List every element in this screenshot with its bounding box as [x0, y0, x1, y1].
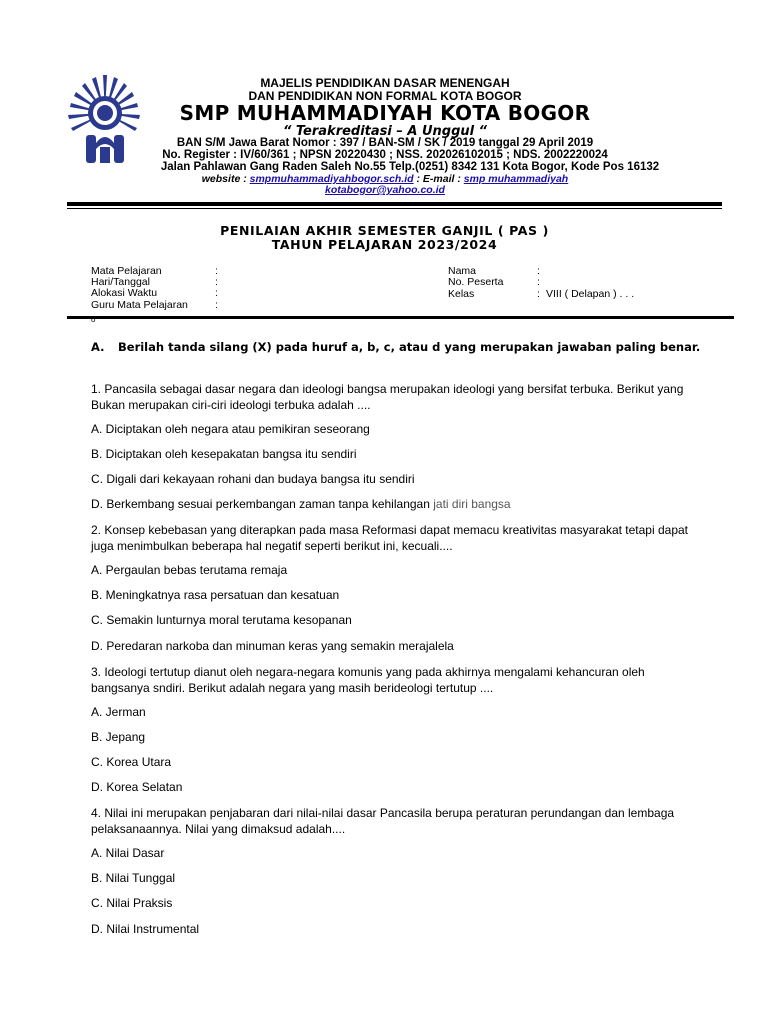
q2-option-c: C. Semakin lunturnya moral terutama kesopanan — [91, 613, 352, 627]
info-sep: : — [215, 287, 218, 299]
email-label: : E-mail : — [413, 173, 464, 185]
question-4: 4. Nilai ini merupakan penjabaran dari nilai-nilai dasar Pancasila berupa peraturan perundangan dan lembaga pelaksanaannya. Nilai yang dimaksud adalah.... — [91, 806, 675, 836]
exam-title: PENILAIAN AKHIR SEMESTER GANJIL ( PAS ) — [220, 223, 549, 238]
q4-option-b: B. Nilai Tunggal — [91, 871, 176, 885]
q4-option-a: A. Nilai Dasar — [91, 846, 165, 860]
info-sep: : — [215, 265, 218, 277]
info-sep: : — [215, 299, 218, 311]
accreditation: “ Terakreditasi – A Unggul “ — [282, 124, 488, 139]
email-link-part1[interactable]: smp muhammadiyah — [463, 173, 569, 185]
info-value-class: VIII ( Delapan ) . . . — [546, 288, 635, 300]
question-2: 2. Konsep kebebasan yang diterapkan pada masa Reformasi dapat memacu kreativitas masyarakat tetapi dapat juga menimbulkan beberapa hal negatif seperti berikut ini, kecuali.... — [91, 523, 689, 553]
q1-option-d-wrap — [91, 497, 511, 511]
info-label-name: Nama — [448, 265, 477, 277]
instruction-text: Berilah tanda silang (X) pada huruf a, b, c, atau d yang merupakan jawaban paling benar. — [118, 340, 701, 354]
info-sep: : — [537, 288, 540, 300]
q1-option-b: B. Diciptakan oleh kesepakatan bangsa itu sendiri — [91, 447, 357, 461]
school-logo — [66, 73, 144, 169]
info-rule — [67, 316, 734, 319]
instruction — [91, 340, 700, 354]
header-line-1: MAJELIS PENDIDIKAN DASAR MENENGAH — [260, 76, 510, 90]
exam-year: TAHUN PELAJARAN 2023/2024 — [271, 237, 498, 252]
school-name: SMP MUHAMMADIYAH KOTA BOGOR — [179, 101, 591, 125]
q1-option-a: A. Diciptakan oleh negara atau pemikiran seseorang — [91, 422, 370, 436]
register-info: No. Register : IV/60/361 ; NPSN 20220430 ; NSS. 202026102015 ; NDS. 2002220024 — [162, 149, 608, 161]
q4-option-c: C. Nilai Praksis — [91, 896, 173, 910]
q2-option-b: B. Meningkatnya rasa persatuan dan kesatuan — [91, 588, 340, 602]
header-line-2: DAN PENDIDIKAN NON FORMAL KOTA BOGOR — [248, 89, 522, 103]
info-label-duration: Alokasi Waktu — [91, 287, 158, 299]
q4-option-d: D. Nilai Instrumental — [91, 922, 200, 936]
info-sep: : — [215, 276, 218, 288]
q2-option-a: A. Pergaulan bebas terutama remaja — [91, 563, 288, 577]
q3-option-a: A. Jerman — [91, 705, 146, 719]
email-line-2 — [150, 184, 620, 196]
question-3: 3. Ideologi tertutup dianut oleh negara-negara komunis yang pada akhirnya mengalami kehancuran oleh bangsanya sndiri. Berikut adalah negara yang masih berideologi tertutup .... — [91, 665, 645, 695]
info-label-participant: No. Peserta — [448, 276, 504, 288]
q2-option-d: D. Peredaran narkoba dan minuman keras yang semakin merajalela — [91, 639, 454, 653]
info-label-date: Hari/Tanggal — [91, 276, 150, 288]
info-label-subject: Mata Pelajaran — [91, 265, 162, 277]
q1-option-d: D. Berkembang sesuai perkembangan zaman tanpa kehilangan — [91, 497, 430, 511]
email-link-part2[interactable]: kotabogor@yahoo.co.id — [325, 184, 445, 196]
ban-info: BAN S/M Jawa Barat Nomor : 397 / BAN-SM / SK / 2019 tanggal 29 April 2019 — [176, 137, 594, 149]
q3-option-d: D. Korea Selatan — [91, 780, 183, 794]
address: Jalan Pahlawan Gang Raden Saleh No.55 Telp.(0251) 8342 131 Kota Bogor, Kode Pos 16132 — [160, 161, 660, 173]
website-link[interactable]: smpmuhammadiyahbogor.sch.id — [249, 173, 414, 185]
q3-option-c: C. Korea Utara — [91, 755, 172, 769]
stray-char: o — [91, 315, 96, 324]
info-sep: : — [537, 265, 540, 277]
header-rule-thick — [67, 202, 722, 206]
info-label-teacher: Guru Mata Pelajaran — [91, 299, 188, 311]
header-rule-thin — [67, 208, 722, 209]
website-label: website : — [201, 173, 250, 185]
q1-option-d-tail: jati diri bangsa — [429, 497, 511, 511]
info-label-class: Kelas — [448, 288, 475, 300]
q3-option-b: B. Jepang — [91, 730, 146, 744]
instruction-label: A. — [91, 340, 105, 354]
q1-option-c: C. Digali dari kekayaan rohani dan budaya bangsa itu sendiri — [91, 472, 415, 486]
info-sep: : — [537, 276, 540, 288]
question-1: 1. Pancasila sebagai dasar negara dan ideologi bangsa merupakan ideologi yang bersifat terbuka. Berikut yang Bukan merupakan ciri-ciri ideologi terbuka adalah .... — [91, 382, 684, 412]
